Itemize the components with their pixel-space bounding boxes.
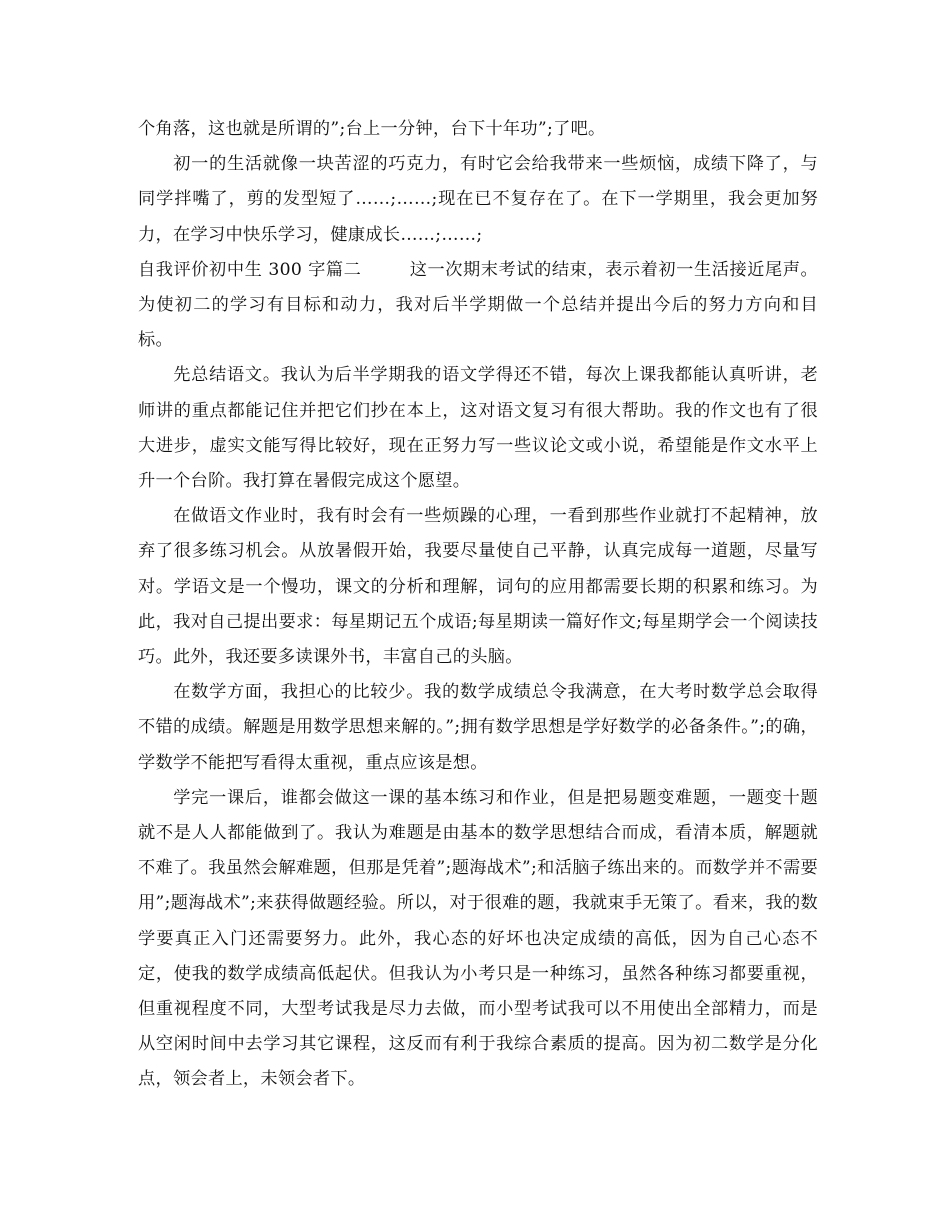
section-two-intro: 这一次期末考试的结束，表示着初一生活接近尾声。为使初二的学习有目标和动力，我对后半学期做一个总结并提出今后的努力方向和目标。 bbox=[138, 259, 819, 351]
paragraph-chinese-summary: 先总结语文。我认为后半学期我的语文学得还不错，每次上课我都能认真听讲，老师讲的重点都能记住并把它们抄在本上，这对语文复习有很大帮助。我的作文也有了很大进步，虚实文能写得比较好，现在正努力写一些议论文或小说，希望能是作文水平上升一个台阶。我打算在暑假完成这个愿望。 bbox=[138, 365, 818, 492]
paragraph-math-overview: 在数学方面，我担心的比较少。我的数学成绩总令我满意，在大考时数学总会取得不错的成绩。解题是用数学思想来解的。”;拥有数学思想是学好数学的必备条件。”;的确，学数学不能把写看得太重视，重点应该是想。 bbox=[138, 682, 818, 773]
section-heading: 自我评价初中生 300 字篇二 bbox=[138, 259, 362, 280]
paragraph-continuation: 个角落，这也就是所谓的”;台上一分钟，台下十年功”;了吧。 bbox=[138, 119, 606, 139]
document-page bbox=[138, 112, 818, 1098]
paragraph-chinese-homework: 在做语文作业时，我有时会有一些烦躁的心理，一看到那些作业就打不起精神，放弃了很多练习机会。从放暑假开始，我要尽量使自己平静，认真完成每一道题，尽量写对。学语文是一个慢功，课文的分析和理解，词句的应用都需要长期的积累和练习。为此，我对自己提出要求：每星期记五个成语;每星期读一篇好作文;每星期学会一个阅读技巧。此外，我还要多读课外书，丰富自己的头脑。 bbox=[138, 506, 818, 668]
heading-gap bbox=[361, 260, 409, 280]
paragraph-first-year-life: 初一的生活就像一块苦涩的巧克力，有时它会给我带来一些烦恼，成绩下降了，与同学拌嘴了，剪的发型短了……;……;现在已不复存在了。在下一学期里，我会更加努力，在学习中快乐学习，健康成长……;……; bbox=[138, 154, 818, 245]
paragraph-section-two bbox=[138, 253, 818, 359]
paragraph-math-practice: 学完一课后，谁都会做这一课的基本练习和作业，但是把易题变难题，一题变十题就不是人人都能做到了。我认为难题是由基本的数学思想结合而成，看清本质，解题就不难了。我虽然会解难题，但那是凭着”;题海战术”;和活脑子练出来的。而数学并不需要用”;题海战术”;来获得做题经验。所以，对于很难的题，我就束手无策了。看来，我的数学要真正入门还需要努力。此外，我心态的好坏也决定成绩的高低，因为自己心态不定，使我的数学成绩高低起伏。但我认为小考只是一种练习，虽然各种练习都要重视，但重视程度不同，大型考试我是尽力去做，而小型考试我可以不用使出全部精力，而是从空闲时间中去学习其它课程，这反而有利于我综合素质的提高。因为初二数学是分化点，领会者上，未领会者下。 bbox=[138, 787, 818, 1090]
